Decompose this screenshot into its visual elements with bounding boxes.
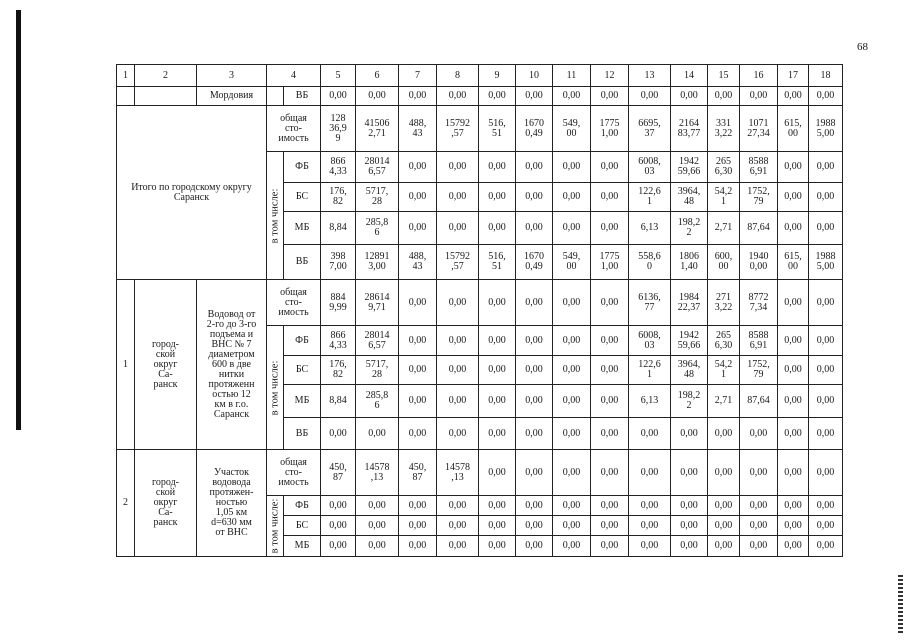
value-cell: 0,00 xyxy=(437,496,479,516)
value-cell: 488, 43 xyxy=(399,106,437,152)
value-cell: 28614 9,71 xyxy=(356,280,399,326)
value-cell: 0,00 xyxy=(809,212,843,245)
value-cell: 0,00 xyxy=(740,536,778,557)
value-cell: 0,00 xyxy=(809,183,843,212)
vertical-label: в том числе: xyxy=(269,360,281,415)
funding-code: ВБ xyxy=(284,87,321,106)
value-cell: 0,00 xyxy=(809,516,843,536)
value-cell: 0,00 xyxy=(671,450,708,496)
value-cell: 0,00 xyxy=(553,280,591,326)
value-cell: 1670 0,49 xyxy=(516,245,553,280)
value-cell: 0,00 xyxy=(809,496,843,516)
value-cell: 3964, 48 xyxy=(671,356,708,385)
funding-code: БС xyxy=(284,516,321,536)
column-header: 9 xyxy=(479,65,516,87)
value-cell: 41506 2,71 xyxy=(356,106,399,152)
page-number: 68 xyxy=(857,41,868,53)
value-cell: 1940 0,00 xyxy=(740,245,778,280)
value-cell: 0,00 xyxy=(321,536,356,557)
value-cell: 0,00 xyxy=(437,418,479,450)
funding-code: МБ xyxy=(284,385,321,418)
funding-code: МБ xyxy=(284,212,321,245)
item-number: 1 xyxy=(117,280,135,450)
value-cell: 0,00 xyxy=(591,183,629,212)
value-cell: 6008, 03 xyxy=(629,326,671,356)
funding-code: БС xyxy=(284,183,321,212)
table-row xyxy=(117,106,843,152)
value-cell: 0,00 xyxy=(809,280,843,326)
value-cell: 0,00 xyxy=(591,516,629,536)
value-cell: 198,2 2 xyxy=(671,212,708,245)
value-cell: 0,00 xyxy=(479,326,516,356)
column-header: 7 xyxy=(399,65,437,87)
value-cell: 2,71 xyxy=(708,385,740,418)
value-cell: 14578 ,13 xyxy=(356,450,399,496)
column-header: 1 xyxy=(117,65,135,87)
value-cell: 0,00 xyxy=(778,87,809,106)
value-cell: 0,00 xyxy=(479,536,516,557)
value-cell: 0,00 xyxy=(629,516,671,536)
value-cell: 6,13 xyxy=(629,212,671,245)
value-cell: 450, 87 xyxy=(321,450,356,496)
value-cell: 0,00 xyxy=(629,496,671,516)
value-cell: 0,00 xyxy=(516,496,553,516)
value-cell: 176, 82 xyxy=(321,183,356,212)
value-cell: 0,00 xyxy=(553,450,591,496)
item-number: 2 xyxy=(117,450,135,557)
value-cell: 15792 ,57 xyxy=(437,245,479,280)
value-cell: 0,00 xyxy=(591,87,629,106)
budget-table xyxy=(116,64,843,557)
value-cell: 122,6 1 xyxy=(629,356,671,385)
vertical-label: в том числе: xyxy=(269,188,281,243)
value-cell: 0,00 xyxy=(399,496,437,516)
value-cell: 549, 00 xyxy=(553,245,591,280)
value-cell: 0,00 xyxy=(479,212,516,245)
district-cell: город- ской округ Са- ранск xyxy=(135,450,197,557)
table-body xyxy=(117,65,843,557)
value-cell: 0,00 xyxy=(809,356,843,385)
value-cell: 549, 00 xyxy=(553,106,591,152)
value-cell: 0,00 xyxy=(479,496,516,516)
funding-code: ВБ xyxy=(284,245,321,280)
in-which-label xyxy=(267,152,284,280)
value-cell: 0,00 xyxy=(591,326,629,356)
value-cell: 2164 83,77 xyxy=(671,106,708,152)
value-cell: 54,2 1 xyxy=(708,183,740,212)
in-which-label xyxy=(267,496,284,557)
value-cell: 0,00 xyxy=(591,385,629,418)
value-cell: 0,00 xyxy=(591,280,629,326)
value-cell: 0,00 xyxy=(479,183,516,212)
value-cell: 0,00 xyxy=(778,280,809,326)
value-cell: 28014 6,57 xyxy=(356,326,399,356)
object-description: Водовод от 2-го до 3-го подъема и ВНС № 7 диаметром 600 в две нитки протяженн остью 12 км в г.о. Саранск xyxy=(197,280,267,450)
value-cell: 0,00 xyxy=(708,496,740,516)
value-cell: 5717, 28 xyxy=(356,183,399,212)
value-cell: 0,00 xyxy=(591,450,629,496)
value-cell: 0,00 xyxy=(809,152,843,183)
value-cell: 1670 0,49 xyxy=(516,106,553,152)
value-cell: 6136, 77 xyxy=(629,280,671,326)
funding-code: общая сто- имость xyxy=(267,280,321,326)
object-description: Участок водовода протяжен- ностью 1,05 км d=630 мм от ВНС xyxy=(197,450,267,557)
value-cell: 0,00 xyxy=(809,326,843,356)
value-cell: 884 9,99 xyxy=(321,280,356,326)
value-cell: 0,00 xyxy=(591,418,629,450)
value-cell: 516, 51 xyxy=(479,245,516,280)
value-cell: 0,00 xyxy=(437,152,479,183)
blank-cell xyxy=(117,87,135,106)
value-cell: 0,00 xyxy=(553,356,591,385)
value-cell: 488, 43 xyxy=(399,245,437,280)
value-cell: 0,00 xyxy=(399,516,437,536)
value-cell: 0,00 xyxy=(356,496,399,516)
value-cell: 0,00 xyxy=(437,516,479,536)
value-cell: 0,00 xyxy=(516,450,553,496)
in-which-label xyxy=(267,326,284,450)
value-cell: 3964, 48 xyxy=(671,183,708,212)
value-cell: 0,00 xyxy=(591,212,629,245)
value-cell: 8588 6,91 xyxy=(740,152,778,183)
value-cell: 866 4,33 xyxy=(321,152,356,183)
value-cell: 265 6,30 xyxy=(708,326,740,356)
header-row xyxy=(117,65,843,87)
funding-code: общая сто- имость xyxy=(267,106,321,152)
scan-edge-bar xyxy=(16,10,21,430)
column-header: 17 xyxy=(778,65,809,87)
value-cell: 0,00 xyxy=(809,87,843,106)
value-cell: 0,00 xyxy=(399,183,437,212)
value-cell: 0,00 xyxy=(437,183,479,212)
value-cell: 0,00 xyxy=(591,152,629,183)
column-header: 14 xyxy=(671,65,708,87)
value-cell: 0,00 xyxy=(516,212,553,245)
value-cell: 285,8 6 xyxy=(356,385,399,418)
value-cell: 1942 59,66 xyxy=(671,326,708,356)
value-cell: 0,00 xyxy=(778,326,809,356)
value-cell: 0,00 xyxy=(778,385,809,418)
value-cell: 0,00 xyxy=(356,516,399,536)
column-header: 8 xyxy=(437,65,479,87)
value-cell: 0,00 xyxy=(516,87,553,106)
value-cell: 8,84 xyxy=(321,385,356,418)
value-cell: 615, 00 xyxy=(778,245,809,280)
value-cell: 0,00 xyxy=(740,516,778,536)
value-cell: 0,00 xyxy=(399,87,437,106)
value-cell: 0,00 xyxy=(591,496,629,516)
value-cell: 0,00 xyxy=(809,536,843,557)
value-cell: 12891 3,00 xyxy=(356,245,399,280)
value-cell: 0,00 xyxy=(399,280,437,326)
value-cell: 87,64 xyxy=(740,212,778,245)
value-cell: 0,00 xyxy=(516,183,553,212)
value-cell: 0,00 xyxy=(778,418,809,450)
value-cell: 0,00 xyxy=(671,536,708,557)
value-cell: 0,00 xyxy=(321,87,356,106)
value-cell: 0,00 xyxy=(437,385,479,418)
value-cell: 0,00 xyxy=(778,496,809,516)
column-header: 5 xyxy=(321,65,356,87)
value-cell: 0,00 xyxy=(553,536,591,557)
column-header: 2 xyxy=(135,65,197,87)
value-cell: 0,00 xyxy=(399,418,437,450)
column-header: 10 xyxy=(516,65,553,87)
value-cell: 0,00 xyxy=(516,280,553,326)
value-cell: 0,00 xyxy=(778,183,809,212)
value-cell: 0,00 xyxy=(479,418,516,450)
value-cell: 0,00 xyxy=(321,516,356,536)
value-cell: 0,00 xyxy=(479,280,516,326)
value-cell: 0,00 xyxy=(740,450,778,496)
value-cell: 122,6 1 xyxy=(629,183,671,212)
value-cell: 0,00 xyxy=(437,280,479,326)
value-cell: 0,00 xyxy=(321,496,356,516)
value-cell: 0,00 xyxy=(553,152,591,183)
value-cell: 0,00 xyxy=(516,536,553,557)
value-cell: 265 6,30 xyxy=(708,152,740,183)
value-cell: 0,00 xyxy=(591,536,629,557)
value-cell: 0,00 xyxy=(629,87,671,106)
value-cell: 0,00 xyxy=(740,418,778,450)
value-cell: 0,00 xyxy=(591,356,629,385)
value-cell: 1942 59,66 xyxy=(671,152,708,183)
value-cell: 0,00 xyxy=(479,385,516,418)
value-cell: 0,00 xyxy=(708,450,740,496)
value-cell: 0,00 xyxy=(708,536,740,557)
funding-code: ФБ xyxy=(284,152,321,183)
value-cell: 0,00 xyxy=(708,516,740,536)
scan-edge-mark xyxy=(898,575,903,635)
value-cell: 0,00 xyxy=(356,418,399,450)
value-cell: 8,84 xyxy=(321,212,356,245)
value-cell: 0,00 xyxy=(629,418,671,450)
region-cell: Мордовия xyxy=(197,87,267,106)
value-cell: 87,64 xyxy=(740,385,778,418)
value-cell: 450, 87 xyxy=(399,450,437,496)
column-header: 12 xyxy=(591,65,629,87)
value-cell: 6695, 37 xyxy=(629,106,671,152)
vertical-label: в том числе: xyxy=(269,498,281,554)
value-cell: 176, 82 xyxy=(321,356,356,385)
value-cell: 0,00 xyxy=(437,212,479,245)
value-cell: 0,00 xyxy=(321,418,356,450)
value-cell: 1988 5,00 xyxy=(809,245,843,280)
value-cell: 0,00 xyxy=(809,385,843,418)
value-cell: 14578 ,13 xyxy=(437,450,479,496)
value-cell: 0,00 xyxy=(671,496,708,516)
column-header: 4 xyxy=(267,65,321,87)
value-cell: 0,00 xyxy=(399,326,437,356)
value-cell: 0,00 xyxy=(356,536,399,557)
value-cell: 0,00 xyxy=(437,87,479,106)
value-cell: 128 36,9 9 xyxy=(321,106,356,152)
value-cell: 0,00 xyxy=(479,450,516,496)
column-header: 3 xyxy=(197,65,267,87)
funding-code: ВБ xyxy=(284,418,321,450)
value-cell: 5717, 28 xyxy=(356,356,399,385)
district-cell: город- ской округ Са- ранск xyxy=(135,280,197,450)
value-cell: 0,00 xyxy=(479,356,516,385)
column-header: 6 xyxy=(356,65,399,87)
value-cell: 0,00 xyxy=(671,516,708,536)
value-cell: 28014 6,57 xyxy=(356,152,399,183)
value-cell: 0,00 xyxy=(629,536,671,557)
value-cell: 866 4,33 xyxy=(321,326,356,356)
blank-cell xyxy=(267,87,284,106)
value-cell: 0,00 xyxy=(437,326,479,356)
blank-cell xyxy=(135,87,197,106)
value-cell: 0,00 xyxy=(553,496,591,516)
value-cell: 0,00 xyxy=(740,496,778,516)
value-cell: 0,00 xyxy=(516,356,553,385)
value-cell: 6,13 xyxy=(629,385,671,418)
value-cell: 8588 6,91 xyxy=(740,326,778,356)
value-cell: 0,00 xyxy=(778,450,809,496)
value-cell: 398 7,00 xyxy=(321,245,356,280)
table-row xyxy=(117,450,843,496)
funding-code: БС xyxy=(284,356,321,385)
value-cell: 0,00 xyxy=(516,385,553,418)
value-cell: 285,8 6 xyxy=(356,212,399,245)
value-cell: 0,00 xyxy=(553,183,591,212)
value-cell: 1775 1,00 xyxy=(591,245,629,280)
column-header: 15 xyxy=(708,65,740,87)
value-cell: 0,00 xyxy=(809,418,843,450)
value-cell: 0,00 xyxy=(516,152,553,183)
value-cell: 1806 1,40 xyxy=(671,245,708,280)
value-cell: 331 3,22 xyxy=(708,106,740,152)
value-cell: 0,00 xyxy=(437,536,479,557)
value-cell: 0,00 xyxy=(516,418,553,450)
value-cell: 0,00 xyxy=(778,356,809,385)
value-cell: 0,00 xyxy=(708,418,740,450)
value-cell: 15792 ,57 xyxy=(437,106,479,152)
column-header: 16 xyxy=(740,65,778,87)
value-cell: 600, 00 xyxy=(708,245,740,280)
column-header: 13 xyxy=(629,65,671,87)
value-cell: 0,00 xyxy=(399,356,437,385)
value-cell: 615, 00 xyxy=(778,106,809,152)
funding-code: ФБ xyxy=(284,326,321,356)
value-cell: 0,00 xyxy=(479,152,516,183)
value-cell: 1071 27,34 xyxy=(740,106,778,152)
value-cell: 0,00 xyxy=(479,516,516,536)
value-cell: 0,00 xyxy=(399,536,437,557)
value-cell: 0,00 xyxy=(708,87,740,106)
value-cell: 54,2 1 xyxy=(708,356,740,385)
value-cell: 0,00 xyxy=(809,450,843,496)
value-cell: 0,00 xyxy=(553,212,591,245)
value-cell: 0,00 xyxy=(553,87,591,106)
value-cell: 0,00 xyxy=(553,418,591,450)
value-cell: 1988 5,00 xyxy=(809,106,843,152)
value-cell: 0,00 xyxy=(553,326,591,356)
funding-code: ФБ xyxy=(284,496,321,516)
value-cell: 558,6 0 xyxy=(629,245,671,280)
value-cell: 1984 22,37 xyxy=(671,280,708,326)
value-cell: 0,00 xyxy=(778,152,809,183)
value-cell: 0,00 xyxy=(399,212,437,245)
value-cell: 0,00 xyxy=(399,385,437,418)
value-cell: 198,2 2 xyxy=(671,385,708,418)
value-cell: 516, 51 xyxy=(479,106,516,152)
value-cell: 2,71 xyxy=(708,212,740,245)
value-cell: 0,00 xyxy=(671,87,708,106)
value-cell: 0,00 xyxy=(437,356,479,385)
table-row xyxy=(117,87,843,106)
value-cell: 0,00 xyxy=(516,516,553,536)
funding-code: общая сто- имость xyxy=(267,450,321,496)
value-cell: 1752, 79 xyxy=(740,356,778,385)
value-cell: 6008, 03 xyxy=(629,152,671,183)
value-cell: 0,00 xyxy=(479,87,516,106)
value-cell: 0,00 xyxy=(553,385,591,418)
value-cell: 0,00 xyxy=(553,516,591,536)
value-cell: 0,00 xyxy=(740,87,778,106)
column-header: 18 xyxy=(809,65,843,87)
total-label: Итого по городскому округу Саранск xyxy=(117,106,267,280)
funding-code: МБ xyxy=(284,536,321,557)
value-cell: 0,00 xyxy=(629,450,671,496)
value-cell: 1775 1,00 xyxy=(591,106,629,152)
value-cell: 0,00 xyxy=(671,418,708,450)
value-cell: 0,00 xyxy=(399,152,437,183)
value-cell: 8772 7,34 xyxy=(740,280,778,326)
value-cell: 271 3,22 xyxy=(708,280,740,326)
value-cell: 0,00 xyxy=(516,326,553,356)
value-cell: 0,00 xyxy=(778,212,809,245)
column-header: 11 xyxy=(553,65,591,87)
value-cell: 0,00 xyxy=(778,536,809,557)
value-cell: 0,00 xyxy=(356,87,399,106)
value-cell: 0,00 xyxy=(778,516,809,536)
table-row xyxy=(117,280,843,326)
value-cell: 1752, 79 xyxy=(740,183,778,212)
